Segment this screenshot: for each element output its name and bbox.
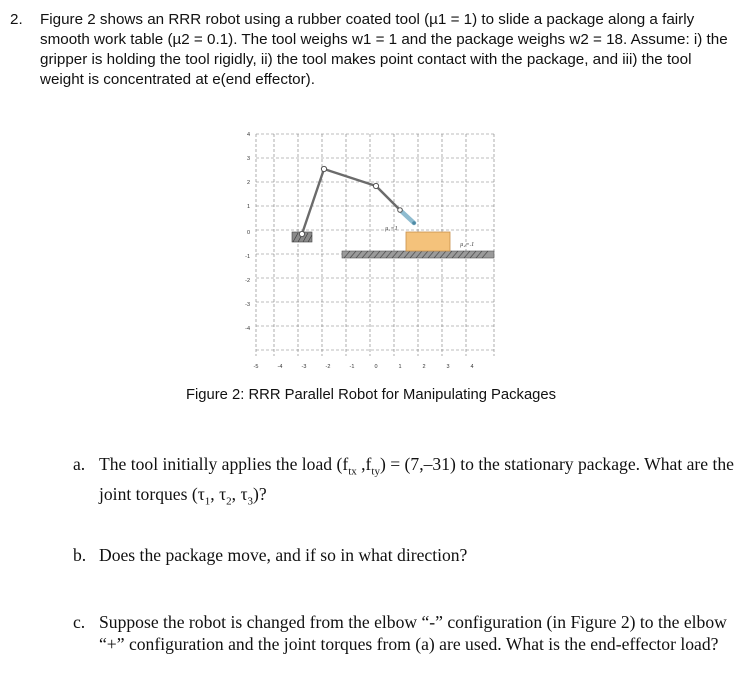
question-text: The tool initially applies the load ($f_{tx}$ $,f_{ty}) = (7,-31)$ to the stationary package. What are the joint torques ($\tau_1$, $\tau_2$, $\tau_3$)?	[99, 454, 734, 508]
y-tick-label: 4	[246, 132, 250, 138]
link-3	[376, 186, 400, 210]
question-letter: a.	[73, 454, 86, 474]
x-tick-label: 4	[470, 364, 474, 370]
y-axis-ticks	[245, 132, 250, 332]
y-tick-label: 2	[246, 180, 250, 186]
x-tick-label: 0	[374, 364, 378, 370]
x-tick-label: 1	[398, 364, 402, 370]
y-tick-label: -4	[245, 326, 250, 332]
y-tick-label: 0	[246, 230, 250, 236]
tool-tip	[412, 221, 416, 225]
robot-figure	[238, 128, 506, 374]
joint-1	[299, 231, 304, 236]
joint-2	[321, 166, 326, 171]
x-tick-label: 2	[422, 364, 426, 370]
question-letter: c.	[73, 612, 86, 632]
x-axis-ticks	[254, 364, 474, 370]
package	[406, 232, 450, 251]
figure-caption: Figure 2: RRR Parallel Robot for Manipulating Packages	[185, 387, 557, 403]
question-text: Does the package move, and if so in what direction?	[99, 545, 468, 565]
x-tick-label: -4	[277, 364, 283, 370]
question-letter: b.	[73, 545, 87, 565]
y-tick-label: 1	[246, 204, 250, 210]
tool	[400, 210, 414, 223]
y-tick-label: 3	[246, 156, 250, 162]
mu1-label: µ₁=1	[385, 226, 398, 232]
y-tick-label: -2	[245, 278, 250, 284]
problem-text: Figure 2 shows an RRR robot using a rubber coated tool (µ1 = 1) to slide a package along a fairly smooth work table (µ2 = 0.1). The tool weighs w1 = 1 and the package weighs w2 = 18. Assume: i) the gripper is holding the tool rigidly, ii) the tool makes point contact with the package, and iii) the tool weight is concentrated at e(end effector).	[40, 11, 728, 88]
x-tick-label: -3	[301, 364, 307, 370]
y-tick-label: -3	[245, 302, 250, 308]
x-tick-label: -1	[349, 364, 355, 370]
problem-number: 2.	[10, 11, 23, 28]
question-text: Suppose the robot is changed from the elbow “-” configuration (in Figure 2) to the elbow “+” configuration and the joint torques from (a) are used. What is the end-effector load?	[99, 612, 727, 654]
mu2-label: µ₂=.1	[460, 242, 475, 248]
link-1	[302, 169, 324, 234]
grid	[256, 134, 494, 356]
y-tick-label: -1	[245, 254, 250, 260]
x-tick-label: -5	[253, 364, 259, 370]
x-tick-label: 3	[446, 364, 450, 370]
link-2	[324, 169, 376, 186]
joint-3	[373, 183, 378, 188]
end-effector-joint	[398, 208, 403, 213]
x-tick-label: -2	[325, 364, 331, 370]
